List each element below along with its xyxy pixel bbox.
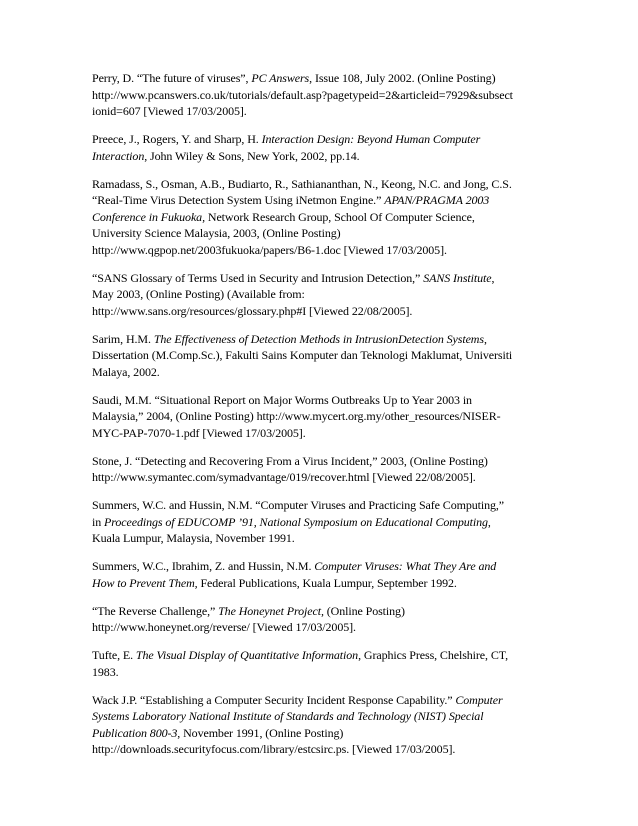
- reference-italic-text: Computer: [455, 692, 503, 707]
- reference-entry: [92, 497, 548, 547]
- reference-entry: [92, 331, 548, 381]
- reference-text: http://www.pcanswers.co.uk/tutorials/default.asp?pagetypeid=2&articleid=7929&subsect: [92, 87, 513, 102]
- reference-text: MYC-PAP-7070-1.pdf [Viewed 17/03/2005].: [92, 425, 306, 440]
- reference-text: Federal Publications, Kuala Lumpur, September 1992.: [197, 575, 457, 590]
- reference-italic-text: Systems Laboratory National Institute of Standards and Technology (NIST) Special: [92, 709, 484, 723]
- reference-italic-text: SANS Institute: [423, 270, 492, 285]
- reference-italic-text: Computer Viruses: What They Are and: [314, 559, 497, 573]
- reference-text: Sarim, H.M.: [92, 331, 154, 346]
- reference-line: [92, 332, 487, 346]
- reference-text: ,: [487, 514, 491, 529]
- reference-text: ionid=607 [Viewed 17/03/2005].: [92, 104, 247, 118]
- reference-line: [92, 576, 457, 590]
- reference-text: http://www.qgpop.net/2003fukuoka/papers/B6-1.doc [Viewed 17/03/2005].: [92, 242, 447, 257]
- reference-line: [92, 149, 360, 163]
- reference-italic-text: Interaction: [92, 148, 145, 163]
- reference-text: Dissertation (M.Comp.Sc.), Fakulti Sains Komputer dan Teknologi Maklumat, Universiti: [92, 348, 513, 362]
- reference-line: [92, 726, 343, 740]
- reference-line: [92, 393, 472, 407]
- reference-italic-text: Proceedings of EDUCOMP ’91, National Symposium on Educational Computing: [104, 514, 488, 529]
- reference-text: Tufte, E.: [92, 648, 136, 662]
- reference-line: [92, 559, 496, 573]
- reference-text: , November 1991, (Online Posting): [177, 725, 344, 740]
- reference-entry: [92, 270, 548, 320]
- reference-line: [92, 348, 512, 362]
- reference-text: http://www.symantec.com/symadvantage/019/recover.html [Viewed 22/08/2005].: [92, 470, 476, 484]
- reference-text: Malaya, 2002.: [92, 364, 160, 379]
- reference-line: [92, 409, 501, 423]
- reference-line: [92, 210, 475, 224]
- reference-entry: [92, 453, 548, 486]
- reference-text: http://www.sans.org/resources/glossary.php#I [Viewed 22/08/2005].: [92, 303, 413, 318]
- reference-entry: [92, 647, 548, 680]
- reference-text: Stone, J. “Detecting and Recovering From a Virus Incident,” 2003, (Online Posting): [92, 453, 488, 468]
- reference-text: Saudi, M.M. “Situational Report on Major Worms Outbreaks Up to Year 2003 in: [92, 392, 472, 407]
- reference-italic-text: APAN/PRAGMA 2003: [384, 193, 490, 207]
- reference-italic-text: The Effectiveness of Detection Methods in IntrusionDetection Systems: [153, 331, 484, 346]
- reference-line: [92, 365, 160, 379]
- reference-line: [92, 243, 447, 257]
- reference-line: [92, 454, 488, 468]
- reference-text: Summers, W.C. and Hussin, N.M. “Computer Viruses and Practicing Safe Computing,”: [92, 498, 505, 512]
- reference-text: Summers, W.C., Ibrahim, Z. and Hussin, N.M.: [92, 559, 315, 573]
- reference-line: [92, 426, 306, 440]
- reference-text: Perry, D. “The future of viruses”,: [92, 71, 252, 85]
- reference-text: Malaysia,” 2004, (Online Posting) http://www.mycert.org.my/other_resources/NISER-: [92, 409, 501, 423]
- reference-text: http://www.honeynet.org/reverse/ [Viewed 17/03/2005].: [92, 620, 356, 634]
- reference-entry: [92, 70, 548, 120]
- reference-text: Ramadass, S., Osman, A.B., Budiarto, R., Sathiananthan, N., Keong, N.C. and Jong, C.S.: [92, 176, 512, 191]
- reference-text: ,: [491, 270, 495, 285]
- reference-line: [92, 132, 480, 146]
- reference-text: 1983.: [92, 664, 119, 679]
- reference-italic-text: PC Answers: [251, 71, 310, 85]
- reference-line: [92, 693, 503, 707]
- reference-text: Network Research Group, School Of Computer Science,: [204, 209, 475, 224]
- reference-text: “SANS Glossary of Terms Used in Security and Intrusion Detection,”: [92, 270, 424, 285]
- reference-entry: [92, 603, 548, 636]
- reference-line: [92, 226, 341, 240]
- reference-italic-text: How to Prevent Them,: [92, 575, 198, 590]
- reference-line: [92, 665, 119, 679]
- reference-line: [92, 620, 356, 634]
- reference-text: ,: [483, 331, 487, 346]
- reference-line: [92, 531, 295, 545]
- reference-line: [92, 193, 489, 207]
- reference-italic-text: Interaction Design: Beyond Human Computer: [261, 132, 481, 146]
- reference-line: [92, 709, 483, 723]
- reference-text: “The Reverse Challenge,”: [92, 603, 219, 618]
- reference-entry: [92, 176, 548, 259]
- reference-line: [92, 470, 476, 484]
- reference-line: [92, 271, 494, 285]
- reference-line: [92, 515, 491, 529]
- reference-text: University Science Malaysia, 2003, (Online Posting): [92, 226, 341, 240]
- reference-italic-text: Publication 800-3: [92, 725, 178, 740]
- reference-text: , John Wiley & Sons, New York, 2002, pp.14.: [144, 148, 360, 163]
- reference-text: “Real-Time Virus Detection System Using iNetmon Engine.”: [92, 193, 385, 207]
- reference-line: [92, 88, 513, 102]
- reference-text: May 2003, (Online Posting) (Available from:: [92, 287, 305, 301]
- reference-text: Wack J.P. “Establishing a Computer Security Incident Response Capability.”: [92, 692, 456, 707]
- reference-text: Preece, J., Rogers, Y. and Sharp, H.: [92, 132, 262, 146]
- reference-italic-text: The Honeynet Project,: [218, 603, 324, 618]
- reference-text: http://downloads.securityfocus.com/library/estcsirc.ps. [Viewed 17/03/2005].: [92, 742, 456, 756]
- reference-line: [92, 648, 508, 662]
- reference-line: [92, 71, 495, 85]
- reference-text: , Issue 108, July 2002. (Online Posting): [309, 71, 496, 85]
- reference-italic-text: Conference in Fukuoka,: [92, 209, 205, 224]
- reference-text: in: [92, 514, 105, 529]
- reference-line: [92, 742, 455, 756]
- reference-text: (Online Posting): [323, 603, 405, 618]
- reference-entry: [92, 692, 548, 758]
- reference-entry: [92, 392, 548, 442]
- reference-text: , Graphics Press, Chelshire, CT,: [358, 648, 508, 662]
- reference-line: [92, 177, 512, 191]
- reference-entry: [92, 131, 548, 164]
- reference-list: [92, 70, 548, 769]
- reference-line: [92, 304, 412, 318]
- reference-line: [92, 498, 504, 512]
- reference-line: [92, 604, 405, 618]
- reference-line: [92, 287, 305, 301]
- reference-italic-text: The Visual Display of Quantitative Information: [135, 648, 359, 662]
- reference-entry: [92, 558, 548, 591]
- reference-text: Kuala Lumpur, Malaysia, November 1991.: [92, 531, 295, 545]
- reference-line: [92, 104, 247, 118]
